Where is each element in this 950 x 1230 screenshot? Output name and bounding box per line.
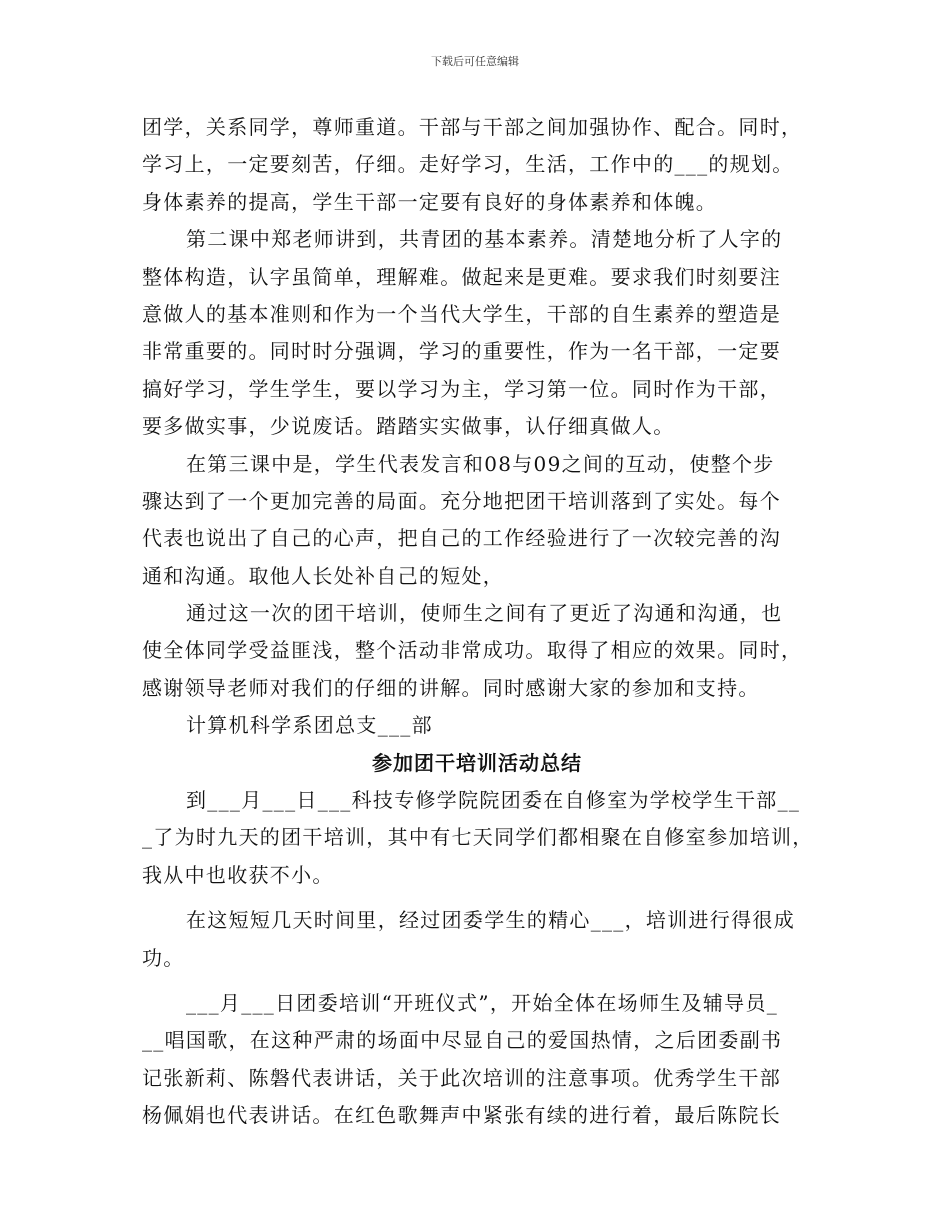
signature-line: 计算机科学系团总支___部: [186, 713, 433, 738]
paragraph-line: 骤达到了一个更加完善的局面。充分地把团干培训落到了实处。每个: [142, 488, 781, 513]
paragraph-line: 杨佩娟也代表讲话。在红色歌舞声中紧张有续的进行着，最后陈院长: [142, 1103, 781, 1128]
paragraph-line: 学习上，一定要刻苦，仔细。走好学习，生活，工作中的___的规划。: [142, 152, 794, 177]
paragraph-line: 意做人的基本准则和作为一个当代大学生，干部的自生素养的塑造是: [142, 301, 781, 326]
paragraph-line: 身体素养的提高，学生干部一定要有良好的身体素养和体魄。: [142, 189, 718, 214]
paragraph-line: 在这短短几天时间里，经过团委学生的精心___，培训进行得很成: [186, 908, 795, 933]
paragraph-line: 使全体同学受益匪浅，整个活动非常成功。取得了相应的效果。同时，: [142, 638, 803, 663]
paragraph-line: 要多做实事，少说废话。踏踏实实做事，认仔细真做人。: [142, 414, 675, 439]
paragraph-line: 搞好学习，学生学生，要以学习为主，学习第一位。同时作为干部，: [142, 376, 781, 401]
paragraph-line: __唱国歌，在这种严肃的场面中尽显自己的爱国热情，之后团委副书: [142, 1028, 783, 1053]
paragraph-line: 非常重要的。同时时分强调，学习的重要性，作为一名干部，一定要: [142, 339, 781, 364]
paragraph-line: 整体构造，认字虽简单，理解难。做起来是更难。要求我们时刻要注: [142, 264, 781, 289]
page-header: 下载后可任意编辑: [431, 55, 519, 68]
paragraph-line: 在第三课中是，学生代表发言和08与09之间的互动，使整个步: [186, 451, 775, 476]
paragraph-line: 记张新莉、陈磐代表讲话，关于此次培训的注意事项。优秀学生干部: [142, 1065, 781, 1090]
paragraph-line: 我从中也收获不小。: [142, 862, 334, 887]
paragraph-line: 团学，关系同学，尊师重道。干部与干部之间加强协作、配合。同时，: [142, 115, 803, 139]
paragraph-line: 通过这一次的团干培训，使师生之间有了更近了沟通和沟通，也: [186, 601, 783, 626]
paragraph-line: 功。: [142, 945, 185, 970]
paragraph-line: 代表也说出了自己的心声，把自己的工作经验进行了一次较完善的沟: [142, 526, 781, 551]
document-body: [142, 109, 812, 1135]
paragraph-line: 感谢领导老师对我们的仔细的讲解。同时感谢大家的参加和支持。: [142, 675, 760, 700]
paragraph-line: ___月___日团委培训“开班仪式”，开始全体在场师生及辅导员_: [186, 990, 779, 1015]
paragraph-line: 通和沟通。取他人长处补自己的短处，: [142, 563, 505, 588]
section-title: 参加团干培训活动总结: [372, 750, 582, 775]
paragraph-line: 到___月___日___科技专修学院院团委在自修室为学校学生干部__: [186, 788, 801, 813]
paragraph-line: 第二课中郑老师讲到，共青团的基本素养。清楚地分析了人字的: [186, 227, 783, 252]
paragraph-line: _了为时九天的团干培训，其中有七天同学们都相聚在自修室参加培训，: [142, 825, 814, 850]
